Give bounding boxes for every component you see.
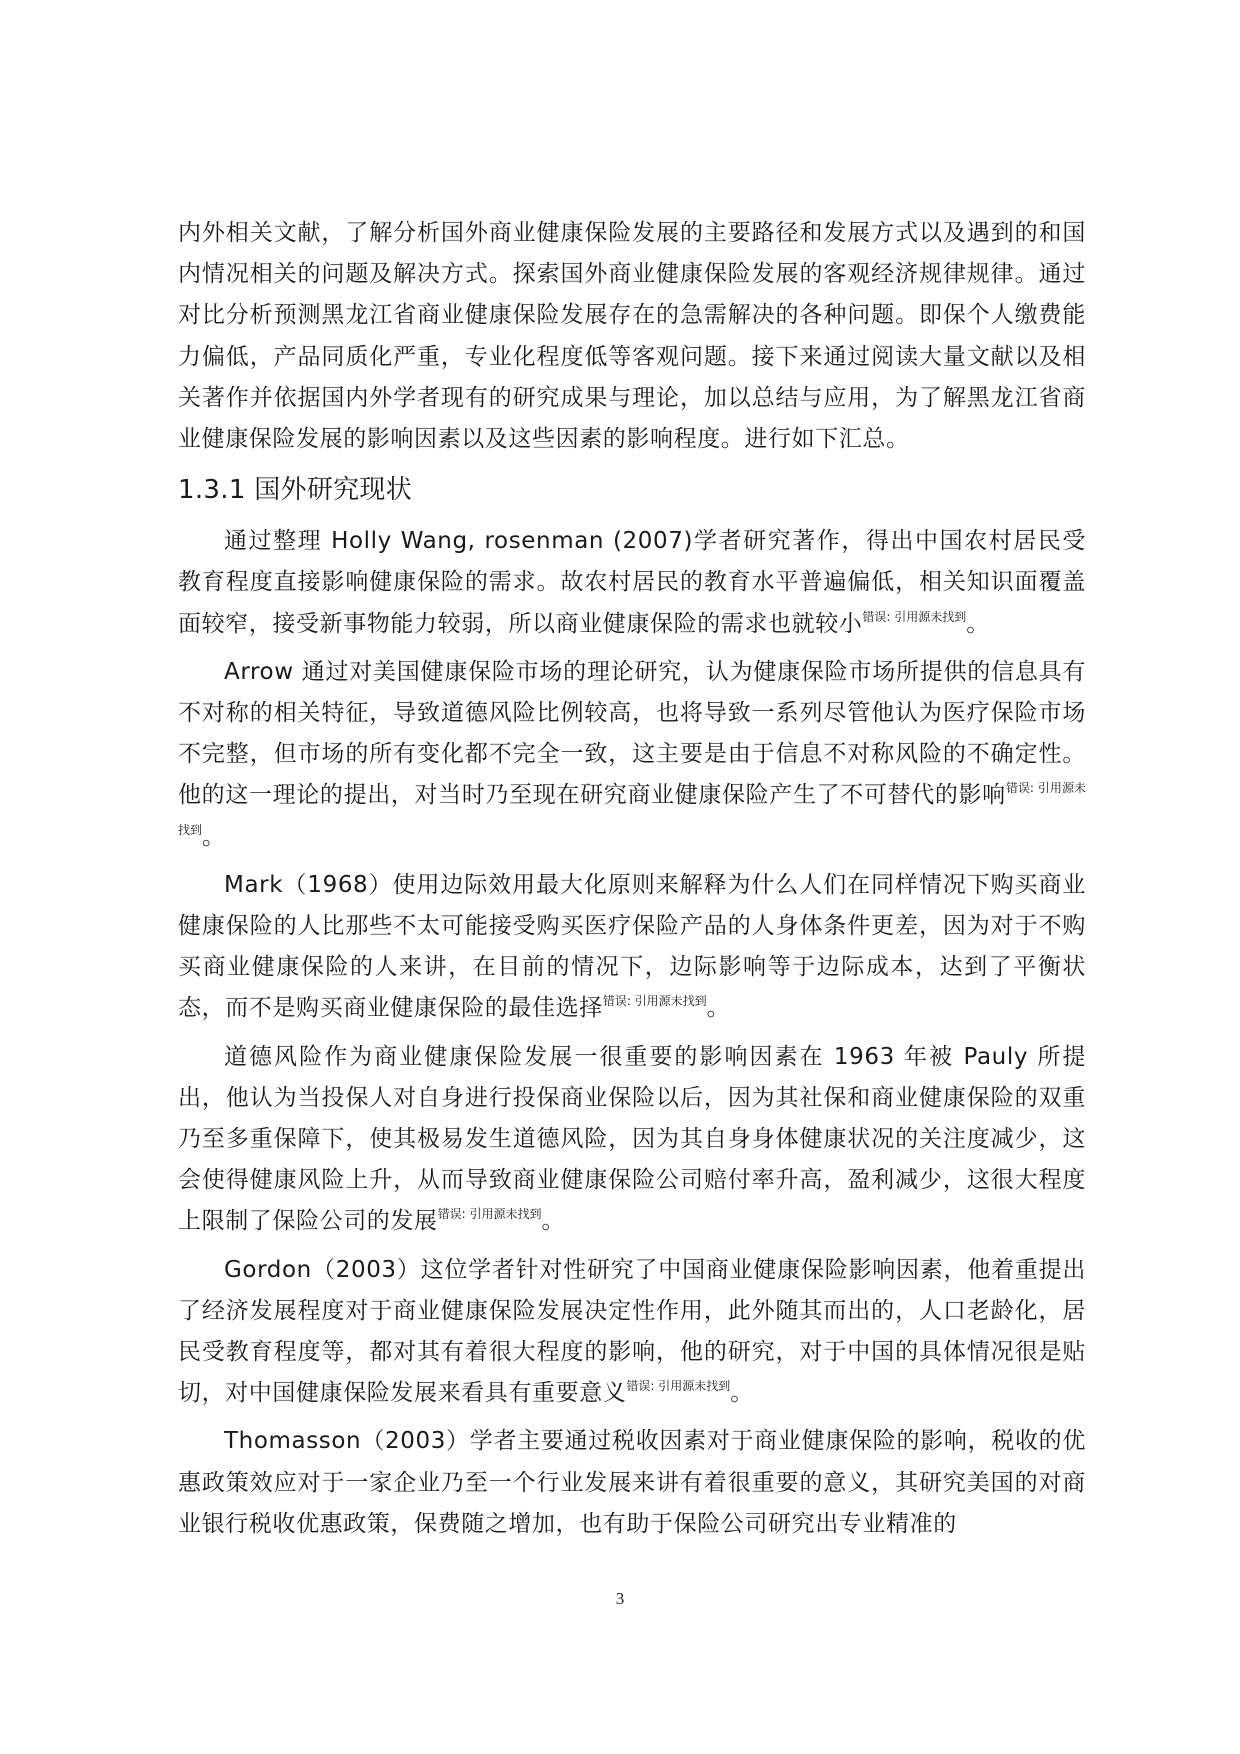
body-paragraph-arrow [178,652,1086,858]
body-paragraph-pauly [178,1037,1086,1243]
paragraph-end-mark: 。 [966,610,990,637]
citation-error-marker: 错误: 引用源未找到 [626,1379,731,1394]
body-paragraph-mark [178,865,1086,1030]
body-paragraph-thomasson [178,1421,1086,1545]
paragraph-text: 道德风险作为商业健康保险发展一很重要的影响因素在 1963 年被 Pauly 所提出，他认为当投保人对自身进行投保商业保险以后，因为其社保和商业健康保险的双重乃至多重保障下，使其极易发生道德风险，因为其自身身体健康状况的关注度减少，这会使得健康风险上升，从而导致商业健康保险公司赔付率升高，盈利减少，这很大程度上限制了保险公司的发展 [178,1043,1086,1235]
page-body [178,213,1086,1545]
section-heading: 1.3.1 国外研究现状 [178,475,413,506]
paragraph-text: Thomasson（2003）学者主要通过税收因素对于商业健康保险的影响，税收的优惠政策效应对于一家企业乃至一个行业发展来讲有着很重要的意义，其研究美国的对商业银行税收优惠政策，保费随之增加，也有助于保险公司研究出专业精准的 [178,1428,1086,1537]
citation-error-marker: 错误: 引用源未找到 [602,994,707,1009]
paragraph-text: Mark（1968）使用边际效用最大化原则来解释为什么人们在同样情况下购买商业健康保险的人比那些不太可能接受购买医疗保险产品的人身体条件更差，因为对于不购买商业健康保险的人来讲，在目前的情况下，边际影响等于边际成本，达到了平衡状态，而不是购买商业健康保险的最佳选择 [178,871,1086,1022]
paragraph-end-mark: 。 [730,1380,754,1407]
paragraph-end-mark: 。 [706,995,731,1022]
body-paragraph-wang [178,521,1086,645]
citation-error-marker: 错误: 引用源未找到 [862,609,967,624]
citation-error-marker: 错误: 引用源未找到 [437,1207,542,1222]
paragraph-end-mark: 。 [202,823,226,850]
paragraph-text: 通过整理 Holly Wang, rosenman (2007)学者研究著作，得出中国农村居民受教育程度直接影响健康保险的需求。故农村居民的教育水平普遍偏低，相关知识面覆盖面较窄，接受新事物能力较弱，所以商业健康保险的需求也就较小 [178,528,1086,637]
intro-paragraph: 内外相关文献，了解分析国外商业健康保险发展的主要路径和发展方式以及遇到的和国内情况相关的问题及解决方式。探索国外商业健康保险发展的客观经济规律规律。通过对比分析预测黑龙江省商业健康保险发展存在的急需解决的各种问题。即保个人缴费能力偏低，产品同质化严重，专业化程度低等客观问题。接下来通过阅读大量文献以及相关著作并依据国内外学者现有的研究成果与理论，加以总结与应用，为了解黑龙江省商业健康保险发展的影响因素以及这些因素的影响程度。进行如下汇总。 [178,220,1086,453]
body-paragraph-gordon [178,1250,1086,1415]
paragraph-text: Arrow 通过对美国健康保险市场的理论研究，认为健康保险市场所提供的信息具有不对称的相关特征，导致道德风险比例较高，也将导致一系列尽管他认为医疗保险市场不完整，但市场的所有变化都不完全一致，这主要是由于信息不对称风险的不确定性。他的这一理论的提出，对当时乃至现在研究商业健康保险产生了不可替代的影响 [178,658,1086,809]
paragraph-text: Gordon（2003）这位学者针对性研究了中国商业健康保险影响因素，他着重提出了经济发展程度对于商业健康保险发展决定性作用，此外随其而出的，人口老龄化，居民受教育程度等，都对其有着很大程度的影响，他的研究，对于中国的具体情况很是贴切，对中国健康保险发展来看具有重要意义 [178,1256,1086,1407]
page-number: 3 [615,1589,625,1608]
paragraph-end-mark: 。 [541,1208,566,1235]
citation-error-marker: 错误: 引用源未找到 [178,781,1086,837]
